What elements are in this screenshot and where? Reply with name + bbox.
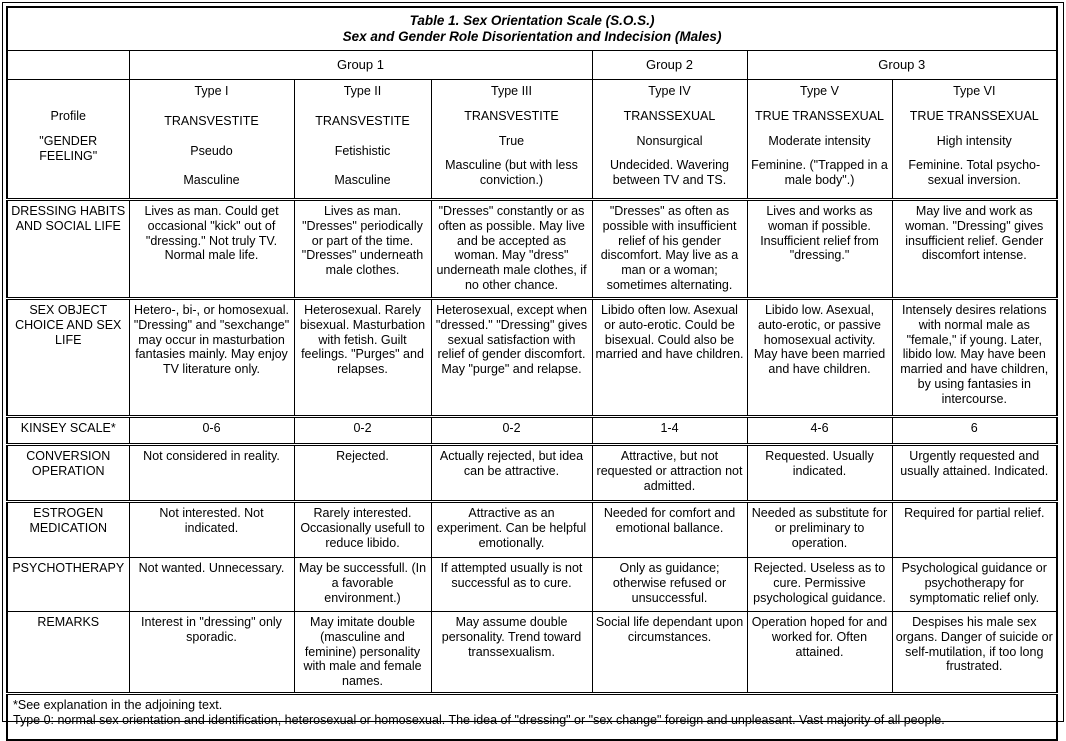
- group-1-header: Group 1: [129, 51, 592, 80]
- table-cell: Social life dependant upon circumstances.: [592, 612, 747, 694]
- group-header-spacer: [7, 51, 129, 80]
- kinsey-scale-row: [7, 417, 1057, 445]
- group-3-header: Group 3: [747, 51, 1057, 80]
- table-cell: Not considered in reality.: [129, 445, 294, 502]
- category-label: TRANSVESTITE: [164, 113, 259, 128]
- table-cell: Rarely interested. Occasionally usefull to reduce libido.: [294, 502, 431, 558]
- gender-feeling-label: "GENDER FEELING": [39, 133, 98, 163]
- category-label: TRUE TRANSSEXUAL: [909, 108, 1039, 123]
- row-label-profile: [7, 80, 129, 200]
- table-cell: Operation hoped for and worked for. Often attained.: [747, 612, 892, 694]
- type-label: Type I: [194, 84, 229, 98]
- table-cell: Not interested. Not indicated.: [129, 502, 294, 558]
- category-label: TRANSSEXUAL: [623, 108, 716, 123]
- footnotes-cell: [7, 693, 1057, 740]
- table-cell: 6: [892, 417, 1057, 445]
- dressing-habits-row: [7, 200, 1057, 299]
- row-label-estrogen-medication: ESTROGEN MEDICATION: [7, 502, 129, 558]
- table-cell: Rejected.: [294, 445, 431, 502]
- page-frame: [2, 2, 1064, 727]
- subtype-label: Moderate intensity: [768, 133, 871, 148]
- table-cell: Needed as substitute for or preliminary to operation.: [747, 502, 892, 558]
- subtype-label: High intensity: [936, 133, 1012, 148]
- sex-orientation-scale-table: [6, 6, 1058, 741]
- table-cell: Hetero-, bi-, or homosexual. "Dressing" and "sexchange" may occur in masturbation fantasies mainly. May enjoy TV literature only.: [129, 299, 294, 417]
- table-cell: Rejected. Useless as to cure. Permissive psychological guidance.: [747, 558, 892, 612]
- table-cell: May imitate double (masculine and feminine) personality with male and female names.: [294, 612, 431, 694]
- table-cell: May be successfull. (In a favorable environment.): [294, 558, 431, 612]
- spacer: [11, 174, 126, 188]
- table-cell: Lives and works as woman if possible. Insufficient relief from "dressing.": [747, 200, 892, 299]
- category-label: TRUE TRANSSEXUAL: [755, 108, 884, 123]
- table-cell: Libido often low. Asexual or auto-erotic. Could be bisexual. Could also be married and have children.: [592, 299, 747, 417]
- profile-cell-type-5: [747, 80, 892, 200]
- type-label: Type V: [800, 84, 839, 98]
- group-header-row: [7, 51, 1057, 80]
- subtype-label: True: [498, 133, 525, 148]
- profile-cell-type-6: [892, 80, 1057, 200]
- subtype-label: Nonsurgical: [636, 133, 703, 148]
- category-label: TRANSVESTITE: [464, 108, 559, 123]
- table-cell: Attractive, but not requested or attraction not admitted.: [592, 445, 747, 502]
- estrogen-medication-row: [7, 502, 1057, 558]
- table-cell: Psychological guidance or psychotherapy for symptomatic relief only.: [892, 558, 1057, 612]
- type-label: Type VI: [953, 84, 996, 98]
- gender-feeling-value: Masculine: [334, 173, 391, 188]
- table-title-line1: Table 1. Sex Orientation Scale (S.O.S.): [409, 13, 655, 29]
- gender-feeling-value: Feminine. ("Trapped in a male body".): [751, 158, 888, 188]
- table-cell: Lives as man. Could get occasional "kick" out of "dressing." Not truly TV. Normal male life.: [129, 200, 294, 299]
- table-cell: Heterosexual. Rarely bisexual. Masturbation with fetish. Guilt feelings. "Purges" and relapses.: [294, 299, 431, 417]
- table-cell: Attractive as an experiment. Can be helpful emotionally.: [431, 502, 592, 558]
- gender-feeling-value: Masculine (but with less conviction.): [445, 158, 578, 188]
- spacer: [11, 84, 126, 98]
- row-label-sex-object: SEX OBJECT CHOICE AND SEX LIFE: [7, 299, 129, 417]
- type-label: Type II: [343, 84, 382, 98]
- table-cell: 4-6: [747, 417, 892, 445]
- table-cell: 0-6: [129, 417, 294, 445]
- row-label-kinsey-scale: KINSEY SCALE*: [7, 417, 129, 445]
- gender-feeling-value: Feminine. Total psycho-sexual inversion.: [908, 158, 1041, 188]
- profile-cell-type-4: [592, 80, 747, 200]
- gender-feeling-value: Masculine: [183, 173, 240, 188]
- table-cell: Requested. Usually indicated.: [747, 445, 892, 502]
- table-cell: Required for partial relief.: [892, 502, 1057, 558]
- profile-cell-type-2: [294, 80, 431, 200]
- row-label-psychotherapy: PSYCHOTHERAPY: [7, 558, 129, 612]
- table-cell: "Dresses" constantly or as often as possible. May live and be accepted as woman. May "dress" underneath male clothes, if no other chance.: [431, 200, 592, 299]
- table-cell: Needed for comfort and emotional ballance.: [592, 502, 747, 558]
- table-cell: If attempted usually is not successful as to cure.: [431, 558, 592, 612]
- row-label-dressing-habits: DRESSING HABITS AND SOCIAL LIFE: [7, 200, 129, 299]
- footnotes-row: [7, 693, 1057, 740]
- subtype-label: Fetishistic: [334, 143, 391, 158]
- type-label: Type III: [491, 84, 532, 98]
- sex-object-row: [7, 299, 1057, 417]
- gender-feeling-value: Undecided. Wavering between TV and TS.: [609, 158, 730, 188]
- table-cell: Actually rejected, but idea can be attractive.: [431, 445, 592, 502]
- table-cell: Lives as man. "Dresses" periodically or part of the time. "Dresses" underneath male clothes.: [294, 200, 431, 299]
- table-title-line2: Sex and Gender Role Disorientation and Indecision (Males): [342, 29, 722, 44]
- category-label: TRANSVESTITE: [315, 113, 410, 128]
- table-cell: Interest in "dressing" only sporadic.: [129, 612, 294, 694]
- footnote-type-0: Type 0: normal sex orientation and identification, heterosexual or homosexual. The idea of "dressing" or "sex change" foreign and unpleasant. Vast majority of all people.: [13, 712, 945, 727]
- subtype-label: Pseudo: [190, 143, 233, 158]
- table-cell: Only as guidance; otherwise refused or unsuccessful.: [592, 558, 747, 612]
- table-cell: Not wanted. Unnecessary.: [129, 558, 294, 612]
- table-cell: May assume double personality. Trend toward transsexualism.: [431, 612, 592, 694]
- table-cell: Intensely desires relations with normal male as "female," if young. Later, libido low. May have been married and have children, by using fantasies in intercourse.: [892, 299, 1057, 417]
- psychotherapy-row: [7, 558, 1057, 612]
- profile-row: [7, 80, 1057, 200]
- table-cell: 0-2: [431, 417, 592, 445]
- conversion-operation-row: [7, 445, 1057, 502]
- row-label-conversion-operation: CONVERSION OPERATION: [7, 445, 129, 502]
- profile-label: Profile: [50, 108, 86, 123]
- profile-cell-type-1: [129, 80, 294, 200]
- row-label-remarks: REMARKS: [7, 612, 129, 694]
- group-2-header: Group 2: [592, 51, 747, 80]
- table-cell: Libido low. Asexual, auto-erotic, or passive homosexual activity. May have been married and have children.: [747, 299, 892, 417]
- table-cell: Despises his male sex organs. Danger of suicide or self-mutilation, if too long frustrated.: [892, 612, 1057, 694]
- table-cell: Heterosexual, except when "dressed." "Dressing" gives sexual satisfaction with relief of gender discomfort. May "purge" and relapse.: [431, 299, 592, 417]
- profile-cell-type-3: [431, 80, 592, 200]
- table-title: [7, 7, 1057, 51]
- remarks-row: [7, 612, 1057, 694]
- table-cell: 1-4: [592, 417, 747, 445]
- table-cell: Urgently requested and usually attained. Indicated.: [892, 445, 1057, 502]
- table-cell: 0-2: [294, 417, 431, 445]
- footnote-asterisk: *See explanation in the adjoining text.: [13, 697, 223, 712]
- table-cell: May live and work as woman. "Dressing" gives insufficient relief. Gender discomfort intense.: [892, 200, 1057, 299]
- table-cell: "Dresses" as often as possible with insufficient relief of his gender discomfort. May live as a man or a woman; sometimes alternating.: [592, 200, 747, 299]
- title-row: [7, 7, 1057, 51]
- type-label: Type IV: [648, 84, 691, 98]
